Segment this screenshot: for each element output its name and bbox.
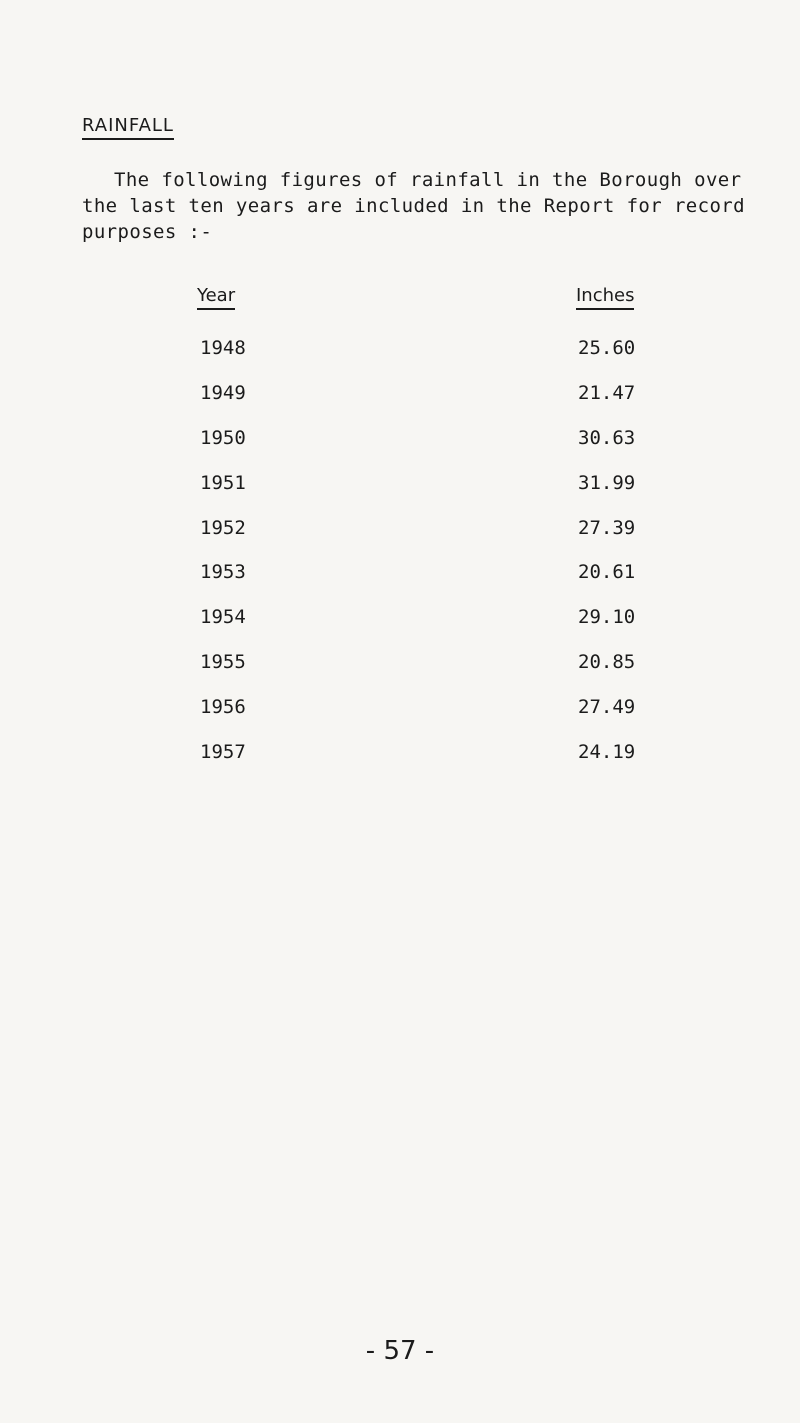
- inches-cell: 20.61: [578, 561, 636, 584]
- inches-cell: 30.63: [578, 426, 636, 449]
- year-cell: 1957: [200, 741, 246, 764]
- year-cell: 1955: [200, 651, 246, 674]
- year-cell: 1948: [200, 337, 246, 359]
- inches-cell: 27.49: [578, 696, 636, 719]
- year-cell: 1956: [200, 696, 246, 719]
- year-cell: 1954: [200, 606, 246, 629]
- table-row: [0, 506, 800, 551]
- inches-cell: 29.10: [578, 606, 636, 629]
- intro-line: purposes :-: [82, 221, 213, 243]
- inches-cell: 21.47: [578, 381, 636, 404]
- column-header-year: Year: [197, 286, 235, 310]
- year-cell: 1951: [200, 471, 246, 494]
- table-row: [0, 416, 800, 461]
- inches-cell: 24.19: [578, 741, 636, 764]
- column-header-inches: Inches: [576, 286, 634, 310]
- year-cell: 1953: [200, 561, 246, 584]
- table-row: [0, 595, 800, 640]
- page-number: - 57 -: [365, 1336, 435, 1366]
- table-row: [0, 685, 800, 730]
- table-row: [0, 371, 800, 416]
- intro-paragraph: [82, 167, 782, 245]
- section-heading: RAINFALL: [82, 116, 174, 140]
- year-cell: 1952: [200, 516, 246, 539]
- inches-cell: 25.60: [578, 337, 636, 359]
- table-row: [0, 550, 800, 595]
- table-row: [0, 730, 800, 775]
- table-row: [0, 640, 800, 685]
- inches-cell: 27.39: [578, 516, 636, 539]
- inches-cell: 20.85: [578, 651, 636, 674]
- intro-line: the last ten years are included in the Report for record: [82, 195, 745, 217]
- inches-cell: 31.99: [578, 471, 636, 494]
- rainfall-table: [0, 326, 800, 775]
- table-row: [0, 461, 800, 506]
- year-cell: 1950: [200, 426, 246, 449]
- table-row: [0, 326, 800, 371]
- year-cell: 1949: [200, 381, 246, 404]
- intro-line: The following figures of rainfall in the Borough over: [114, 169, 742, 191]
